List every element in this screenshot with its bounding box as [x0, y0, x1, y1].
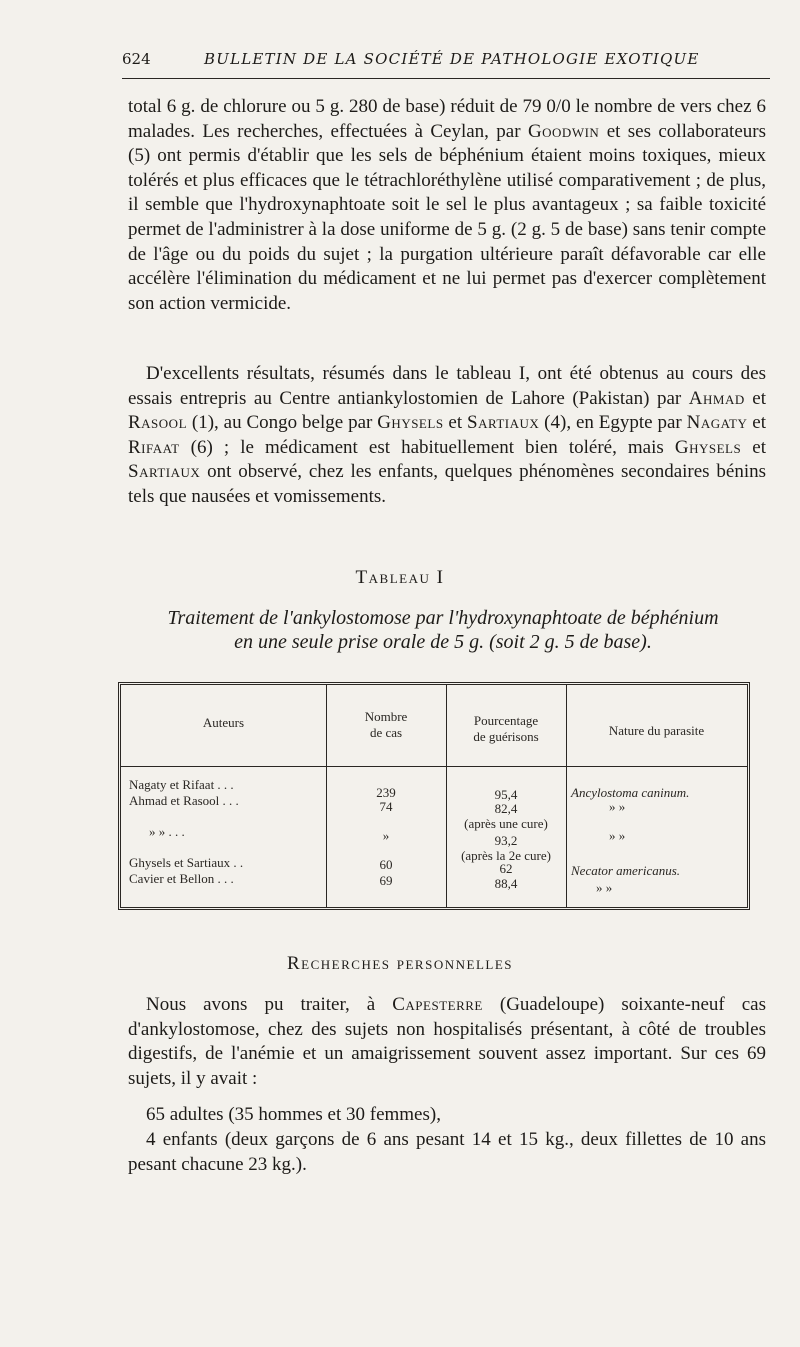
page-number: 624	[122, 50, 151, 68]
paragraph-2	[128, 362, 766, 510]
author-name: Sartiaux	[467, 412, 540, 434]
author-name: Ahmad	[688, 387, 745, 409]
cell-pourcentage: (après la 2e cure)	[461, 848, 551, 863]
author-name: Rifaat	[128, 436, 180, 458]
paragraph-3-text	[128, 993, 766, 1091]
text-run: total 6 g. de chlorure ou 5 g. 280 de base) réduit de 79 0/0 le nombre de vers chez 6 malades. Les recherches, effectuées à Ceylan, par	[128, 96, 766, 142]
col-header-pourcentage-line-1: Pourcentage	[473, 713, 539, 728]
cell-auteurs: Ghysels et Sartiaux . .	[129, 855, 244, 870]
cell-nature: Necator americanus.	[571, 863, 681, 878]
paragraph-4-text: 65 adultes (35 hommes et 30 femmes),	[146, 1104, 441, 1125]
table-caption-line-2: en une seule prise orale de 5 g. (soit 2 g. 5 de base).	[234, 631, 652, 653]
text-run: (Guadeloupe) soixante-neuf cas d'ankylostomose, chez des sujets non hospitalisés présentant, à côté de troubles digestifs, de l'anémie et un amaigrissement souvent assez important. Sur ces 69 sujets, il y avait :	[128, 994, 766, 1089]
col-header-auteurs: Auteurs	[202, 715, 245, 730]
col-header-pourcentage-line-2: de guérisons	[473, 729, 539, 744]
table-caption-line-1: Traitement de l'ankylostomose par l'hydroxynaphtoate de béphénium	[167, 607, 719, 629]
text-run: D'excellents résultats, résumés dans le tableau I, ont été obtenus au cours des essais entrepris au Centre antiankylostomien de Lahore (Pakistan) par	[128, 363, 766, 409]
cell-pourcentage: 82,4	[494, 801, 518, 816]
cell-pourcentage: (après une cure)	[464, 816, 548, 831]
cell-nombre: »	[382, 828, 390, 843]
place-name: Capesterre	[392, 994, 483, 1015]
text-run: et	[443, 412, 468, 434]
cell-pourcentage: 93,2	[494, 833, 518, 848]
author-name: Goodwin	[527, 120, 600, 142]
cell-pourcentage: 88,4	[494, 876, 518, 891]
text-run: et	[741, 436, 766, 458]
text-run: (6) ; le médicament est habituellement bien toléré, mais	[179, 436, 675, 458]
text-run: et	[747, 412, 766, 434]
paragraph-5-text: 4 enfants (deux garçons de 6 ans pesant 14 et 15 kg., deux fillettes de 10 ans pesant chacune 23 kg.).	[128, 1129, 766, 1175]
paragraph-2-text	[128, 362, 766, 510]
author-name: Ghysels	[377, 412, 444, 434]
cell-pourcentage: 62	[499, 861, 513, 876]
cell-nombre: 74	[379, 799, 393, 814]
text-run: (1), au Congo belge par	[187, 412, 378, 434]
journal-title: BULLETIN DE LA SOCIÉTÉ DE PATHOLOGIE EXOTIQUE	[204, 50, 700, 68]
table-heading: Tableau I	[355, 567, 445, 588]
col-header-nombre-line-1: Nombre	[364, 709, 408, 724]
text-run: (4), en Egypte par	[539, 412, 687, 434]
cell-auteurs: Ahmad et Rasool . . .	[129, 793, 239, 808]
paragraph-3	[128, 993, 766, 1091]
results-table	[118, 682, 750, 910]
col-header-nombre-line-2: de cas	[369, 725, 403, 740]
cell-auteurs: Nagaty et Rifaat . . .	[129, 777, 234, 792]
text-run: et ses collaborateurs (5) ont permis d'établir que les sels de béphénium étaient moins toxiques, mieux tolérés et plus efficaces que le tétrachloréthylène utilisé comparativement ; de plus, il semble que l'hydroxynaphtoate soit le sel le plus avantageux ; sa faible toxicité permet de l'administrer à la dose uniforme de 5 g. (2 g. 5 de base) sans tenir compte de l'âge ou du poids du sujet ; la purgation ultérieure paraît défavorable car elle accélère l'élimination du médicament et ne lui permet pas d'exercer complètement son action vermicide.	[128, 120, 766, 314]
author-name: Rasool	[128, 412, 188, 434]
table-caption	[118, 606, 768, 654]
cell-nombre: 60	[379, 857, 393, 872]
cell-auteurs: Cavier et Bellon . . .	[129, 871, 234, 886]
section-heading: Recherches personnelles	[287, 953, 513, 974]
author-name: Sartiaux	[128, 461, 201, 483]
col-header-nombre	[326, 709, 446, 741]
cell-pourcentage: 95,4	[494, 787, 518, 802]
paragraph-5	[128, 1128, 766, 1177]
cell-nature: » »	[609, 799, 626, 814]
paragraph-4	[128, 1103, 766, 1128]
cell-nombre: 239	[376, 785, 396, 800]
paragraph-1	[128, 95, 766, 316]
author-name: Nagaty	[686, 412, 748, 434]
cell-nombre: 69	[379, 873, 393, 888]
col-header-nature: Nature du parasite	[608, 723, 705, 738]
column-divider	[566, 685, 567, 907]
col-header-pourcentage	[446, 713, 566, 745]
text-run: ont observé, chez les enfants, quelques phénomènes secondaires bénins tels que nausées et vomissements.	[128, 461, 766, 507]
text-run: et	[744, 387, 767, 409]
text-run: Nous avons pu traiter, à	[146, 994, 393, 1015]
cell-nature: Ancylostoma caninum.	[571, 785, 690, 800]
cell-nature: » »	[596, 880, 613, 895]
cell-nature: » »	[609, 828, 626, 843]
paragraph-1-text	[128, 95, 766, 316]
header-divider	[121, 766, 747, 767]
author-name: Ghysels	[674, 436, 742, 458]
running-head	[122, 44, 770, 79]
cell-auteurs: » » . . .	[149, 824, 185, 839]
